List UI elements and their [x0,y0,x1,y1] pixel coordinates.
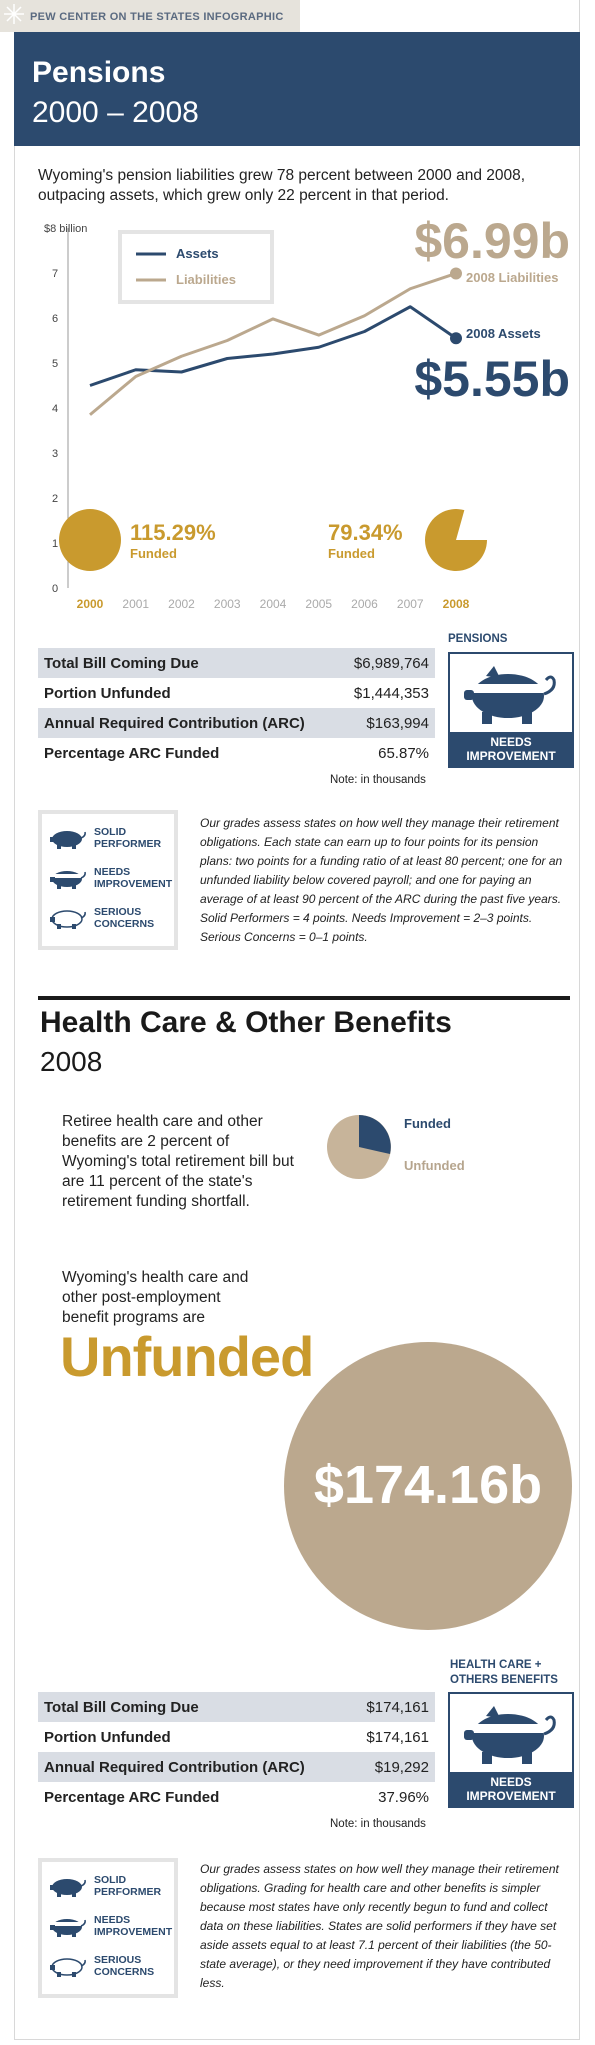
badge-label-line1: NEEDS [490,1775,532,1789]
page-years: 2000 – 2008 [32,96,199,129]
y-tick-label: 3 [52,448,59,460]
funded-pct-2008: 79.34% [328,520,403,545]
row-label: Annual Required Contribution (ARC) [38,1752,350,1782]
piggy-bank-icon [450,1694,572,1774]
pension-grade-badge [448,652,574,768]
health-year: 2008 [40,1046,103,1077]
legend-serious-1: SERIOUS [94,1954,142,1966]
legend-solid [48,826,178,856]
piggy-serious-icon [48,908,88,930]
x-tick-label: 2000 [76,597,104,610]
pie-unfunded-label: Unfunded [404,1158,465,1173]
x-tick-label: 2008 [442,597,470,610]
legend-needs-1: NEEDS [94,1914,131,1926]
legend-solid-1: SOLID [94,826,127,838]
row-value: $174,161 [350,1692,435,1722]
piggy-needs-icon [48,868,88,890]
legend-solid-2: PERFORMER [94,1886,162,1898]
series-endpoint-liabilities [450,267,462,279]
row-label: Percentage ARC Funded [44,744,220,762]
pension-badge-title: PENSIONS [448,633,508,645]
health-badge-title-2: OTHERS BENEFITS [450,1674,558,1686]
unfunded-status: Unfunded [60,1325,314,1388]
legend-serious-2: CONCERNS [94,1966,155,1978]
section-divider [38,996,570,1000]
badge-label-line2: IMPROVEMENT [466,1789,556,1803]
row-label: Percentage ARC Funded [44,1788,220,1806]
piggy-needs-icon [48,1916,88,1938]
pension-line-chart [0,210,595,610]
row-label: Portion Unfunded [44,684,171,702]
row-value: 65.87% [378,744,429,762]
row-value: $174,161 [366,1728,429,1746]
intro-text: Wyoming's pension liabilities grew 78 percent between 2000 and 2008, outpacing assets, which grew only 22 percent in that period. [38,167,526,204]
sunburst-icon [2,2,26,26]
y-tick-label: 7 [52,268,59,280]
health-badge-title [450,1658,558,1688]
row-value: $163,994 [339,708,435,738]
legend-needs [48,1914,178,1944]
health-grades-text: Our grades assess states on how well they manage their retirement obligations. Grading for health care and other benefits is simpler because most states have only recently begun to fund and collect data on these liabilities. States are solid performers if they have set aside assets equal to at least 7.1 percent of their liabilities (the 50-state average), or they need improvement if they have contributed less. [200,1862,559,1990]
table-row [38,1782,435,1812]
liabilities-callout-label: 2008 Liabilities [466,270,559,285]
y-tick-label: $8 billion [44,223,88,235]
legend-needs-2: IMPROVEMENT [94,878,173,890]
badge-label-line2: IMPROVEMENT [466,749,556,763]
y-tick-label: 5 [52,358,59,370]
health-title: Health Care & Other Benefits [40,1006,452,1039]
piggy-serious-icon [48,1956,88,1978]
legend-needs-1: NEEDS [94,866,131,878]
grade-legend [38,810,178,950]
funded-pie-2008 [425,509,487,571]
x-tick-label: 2001 [122,597,150,610]
health-badge-label [450,1772,572,1806]
table-row [38,1722,435,1752]
table-row [38,648,435,678]
legend-solid-1: SOLID [94,1874,127,1886]
x-tick-label: 2002 [168,597,195,610]
banner [0,0,300,32]
health-grade-badge [448,1692,574,1808]
health-table [38,1692,435,1812]
legend-solid-2: PERFORMER [94,838,162,850]
pension-grades-text: Our grades assess states on how well they manage their retirement obligations. Each state can earn up to four points for its pension plans: two points for a funding ratio of at least 80 percent; one for an unfunded liability below covered payroll; and one for paying an average of at least 90 percent of the ARC during the past five years. Solid Performers = 4 points. Needs Improvement = 2–3 points. Serious Concerns = 0–1 points. [200,816,563,944]
unfunded-circle [284,1342,572,1630]
table-row [38,1692,435,1722]
legend-serious-1: SERIOUS [94,906,142,918]
row-label: Annual Required Contribution (ARC) [38,708,339,738]
y-tick-label: 0 [52,583,59,595]
programs-text: Wyoming's health care and other post-employment benefit programs are [62,1269,249,1326]
legend-serious [48,906,178,936]
y-tick-label: 4 [52,403,59,415]
table-row [38,678,435,708]
liabilities-value: $6.99b [414,213,570,269]
unfunded-amount: $174.16b [313,1455,543,1515]
piggy-bank-icon [450,654,572,734]
retiree-text: Retiree health care and other benefits are 2 percent of Wyoming's total retirement bill but are 11 percent of the state's retirement funding shortfall. [62,1113,294,1210]
legend-serious [48,1954,178,1984]
row-value: $6,989,764 [339,648,435,678]
y-tick-label: 2 [52,493,59,505]
row-value: $19,292 [350,1752,435,1782]
legend-solid [48,1874,178,1904]
x-tick-label: 2005 [305,597,333,610]
funded-label-2008: Funded [328,546,375,561]
y-tick-label: 6 [52,313,59,325]
table-row [38,1752,435,1782]
legend-serious-2: CONCERNS [94,918,155,930]
x-tick-label: 2004 [259,597,287,610]
row-label: Portion Unfunded [44,1728,171,1746]
pension-table [38,648,435,768]
funded-pie [324,1112,394,1182]
assets-value: $5.55b [414,351,570,407]
y-tick-label: 1 [52,538,59,550]
health-note: Note: in thousands [330,1818,426,1830]
chart-legend-box [120,232,272,302]
header [14,32,580,146]
row-label: Total Bill Coming Due [38,648,339,678]
legend-needs [48,866,178,896]
legend-needs-2: IMPROVEMENT [94,1926,173,1938]
x-tick-label: 2006 [351,597,378,610]
table-row [38,708,435,738]
pie-funded-label: Funded [404,1116,451,1131]
row-value: 37.96% [378,1788,429,1806]
grade-legend [38,1858,178,1998]
piggy-solid-icon [48,1876,88,1898]
x-tick-label: 2007 [396,597,424,610]
legend-label: Liabilities [176,272,236,287]
legend-label: Assets [176,246,219,261]
page-title: Pensions [32,56,166,89]
health-badge-title-1: HEALTH CARE + [450,1659,542,1671]
assets-callout-label: 2008 Assets [466,326,541,341]
pension-note: Note: in thousands [330,774,426,786]
pension-badge-label [450,732,572,766]
funded-pct-2000: 115.29% [130,520,216,545]
row-label: Total Bill Coming Due [38,1692,350,1722]
row-value: $1,444,353 [353,684,429,702]
piggy-solid-icon [48,828,88,850]
funded-pie-2000 [59,509,121,571]
funded-label-2000: Funded [130,546,177,561]
table-row [38,738,435,768]
x-tick-label: 2003 [213,597,241,610]
badge-label-line1: NEEDS [490,735,532,749]
series-endpoint-assets [450,332,462,344]
banner-label: PEW CENTER ON THE STATES INFOGRAPHIC [30,11,284,23]
